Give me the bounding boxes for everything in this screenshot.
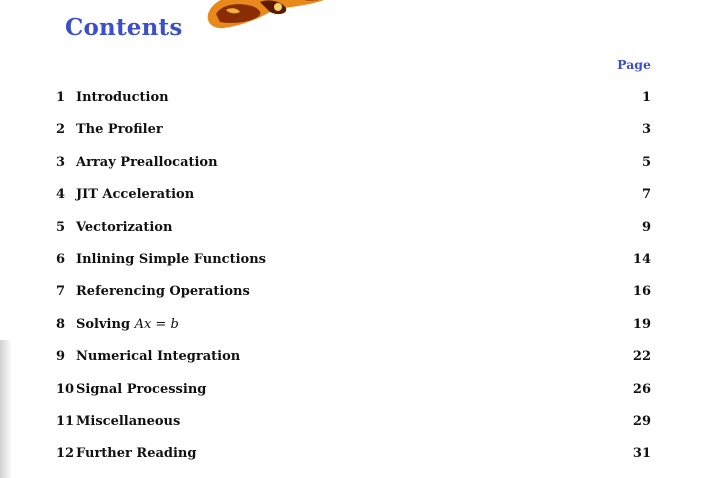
toc-entry-title: The Profiler [76,122,163,137]
contents-heading: Contents [65,14,183,41]
toc-entry-page: 7 [641,187,651,202]
toc-entry-numerical-integration[interactable] [56,345,651,369]
toc-entry-title: Vectorization [76,220,173,235]
toc-entry-number: 4 [56,187,66,202]
toc-entry-solving-ax-b[interactable] [56,313,651,337]
toc-entry-number: 12 [56,446,75,461]
toc-entry-referencing-operations[interactable] [56,280,651,304]
toc-entry-title [76,313,179,337]
toc-entry-number: 2 [56,122,66,137]
toc-entry-miscellaneous[interactable] [56,410,651,434]
toc-entry-title: Signal Processing [76,382,207,397]
toc-entry-title-text: Solving [76,317,135,332]
toc-entry-number: 7 [56,284,66,299]
toc-entry-page: 16 [632,284,651,299]
toc-entry-title: Miscellaneous [76,414,181,429]
toc-entry-title: Further Reading [76,446,197,461]
toc-entry-title: Array Preallocation [76,155,218,170]
toc-entry-number: 8 [56,317,66,332]
toc-entry-number: 10 [56,382,75,397]
toc-entry-page: 5 [641,155,651,170]
toc-entry-introduction[interactable] [56,86,651,110]
toc-entry-number: 3 [56,155,66,170]
toc-entry-array-preallocation[interactable] [56,151,651,175]
toc-entry-inlining-simple-functions[interactable] [56,248,651,272]
orange-fractal-logo-icon [200,0,330,32]
toc-entry-page: 31 [632,446,651,461]
page-column-label: Page [617,57,651,72]
toc-entry-further-reading[interactable] [56,442,651,466]
toc-entry-page: 9 [641,220,651,235]
toc-entry-title: JIT Acceleration [76,187,195,202]
toc-entry-jit-acceleration[interactable] [56,183,651,207]
toc-entry-title: Inlining Simple Functions [76,252,266,267]
toc-entry-number: 1 [56,90,66,105]
toc-entry-title: Numerical Integration [76,349,241,364]
toc-entry-the-profiler[interactable] [56,118,651,142]
page-edge-shadow [0,340,12,478]
toc-entry-title: Introduction [76,90,169,105]
toc-entry-signal-processing[interactable] [56,378,651,402]
toc-entry-number: 5 [56,220,66,235]
toc-entry-number: 11 [56,414,75,429]
toc-entry-page: 19 [632,317,651,332]
toc-entry-number: 9 [56,349,66,364]
toc-entry-title: Referencing Operations [76,284,250,299]
toc-entry-number: 6 [56,252,66,267]
toc-entry-page: 14 [632,252,651,267]
toc-entry-page: 29 [632,414,651,429]
toc-entry-vectorization[interactable] [56,216,651,240]
toc-entry-page: 3 [641,122,651,137]
toc-entry-page: 1 [641,90,651,105]
toc-entry-page: 22 [632,349,651,364]
toc-entry-title-math: Ax = b [134,317,179,332]
toc-entry-page: 26 [632,382,651,397]
